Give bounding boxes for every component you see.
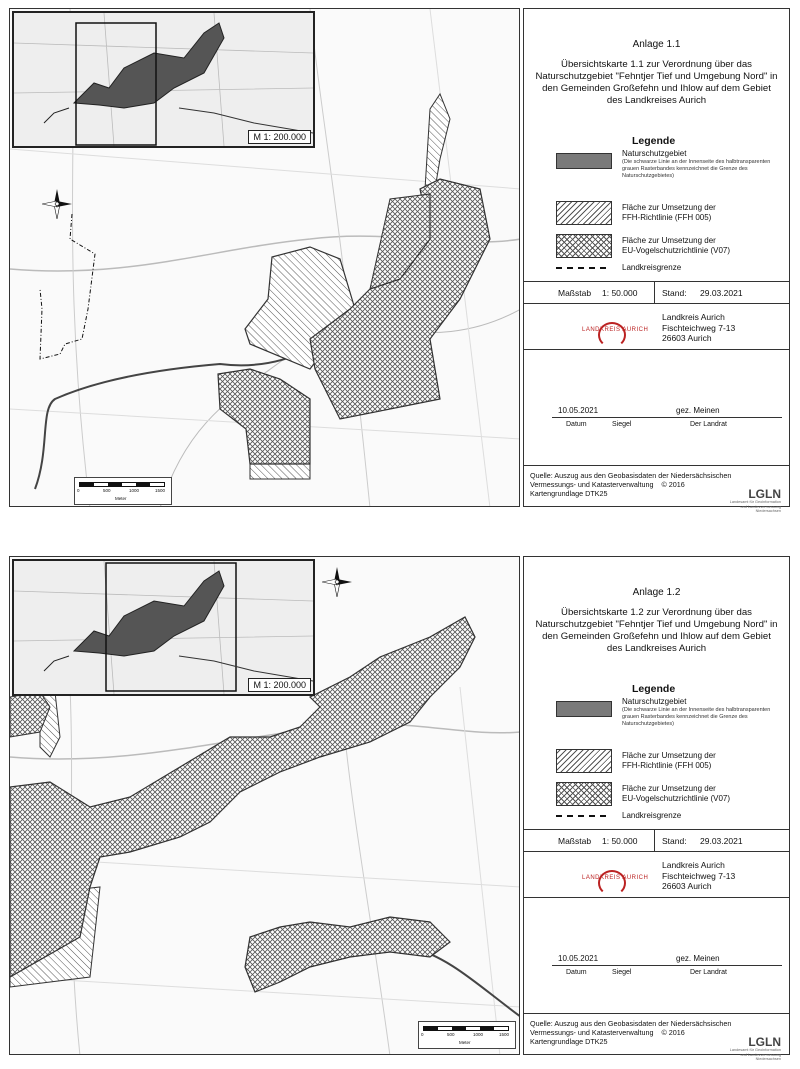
- source-copyright: © 2016: [661, 1028, 685, 1037]
- map-title: Übersichtskarte 1.2 zur Verordnung über das Naturschutzgebiet "Fehntjer Tief und Umgebung Nord" in den Gemeinden Großefehn und Ihlow auf dem Gebiet des Landkreises Aurich: [535, 607, 778, 654]
- divider: [524, 281, 789, 282]
- legend-heading: Legende: [632, 135, 676, 147]
- legend-swatch-boundary: [556, 267, 606, 269]
- scale-tick-1000: 1000: [129, 488, 140, 493]
- legend-ffh-line1: Fläche zur Umsetzung der: [622, 203, 716, 212]
- scale-tick-500: 500: [103, 488, 111, 493]
- divider: [524, 1013, 789, 1014]
- inset-scale-label: M 1: 200.000: [248, 130, 311, 144]
- scale-unit: Meter: [115, 496, 127, 501]
- map-sheet-2: [9, 556, 790, 1061]
- col-title: Der Landrat: [690, 969, 727, 976]
- authority-street: Fischteichweg 7-13: [662, 870, 736, 881]
- date-value: 29.03.2021: [700, 288, 743, 298]
- legend-swatch-nsg: [556, 153, 612, 169]
- divider: [524, 897, 789, 898]
- divider: [524, 349, 789, 350]
- col-title: Der Landrat: [690, 421, 727, 428]
- date-value: 29.03.2021: [700, 836, 743, 846]
- north-arrow-icon: [42, 189, 72, 219]
- landkreis-logo: LANDKREIS AURICH: [582, 327, 649, 333]
- col-seal: Siegel: [612, 969, 632, 976]
- scale-label: Maßstab: [558, 836, 592, 846]
- legend-vogel-line1: Fläche zur Umsetzung der: [622, 784, 716, 793]
- source-line2: Vermessungs- und Katasterverwaltung: [530, 1028, 654, 1037]
- signed-by: gez. Meinen: [676, 406, 720, 415]
- legend-swatch-ffh: [556, 201, 612, 225]
- info-panel: [523, 8, 790, 513]
- attachment-label: Anlage 1.2: [632, 587, 681, 598]
- source-note: [530, 471, 731, 498]
- col-date: Datum: [566, 969, 587, 976]
- legend-ffh-line1: Fläche zur Umsetzung der: [622, 751, 716, 760]
- legend-nsg-note: (Die schwarze Linie an der Innenseite des halbtransparenten grauen Rasterbandes kennzeichnet die Grenze des Naturschutzgebietes): [622, 159, 771, 179]
- date-label: Stand:: [662, 836, 687, 846]
- map-title: Übersichtskarte 1.1 zur Verordnung über das Naturschutzgebiet "Fehntjer Tief und Umgebung Nord" in den Gemeinden Großefehn und Ihlow auf dem Gebiet des Landkreises Aurich: [535, 59, 778, 106]
- scale-tick-1500: 1500: [499, 1032, 510, 1037]
- inset-map: [14, 561, 313, 694]
- source-note: [530, 1019, 731, 1046]
- divider: [524, 465, 789, 466]
- attachment-label: Anlage 1.1: [632, 39, 681, 50]
- scale-bar: [74, 477, 172, 505]
- scale-label: Maßstab: [558, 288, 592, 298]
- lgln-subtitle: Landesamt für Geoinformation und Landesvermessung Niedersachsen: [729, 1048, 781, 1061]
- scale-tick-1500: 1500: [155, 488, 166, 493]
- scale-bar: [418, 1021, 516, 1049]
- sign-date: 10.05.2021: [558, 954, 599, 963]
- authority-address: [662, 312, 735, 344]
- authority-address: [662, 860, 735, 892]
- legend-nsg-note: (Die schwarze Linie an der Innenseite des halbtransparenten grauen Rasterbandes kennzeichnet die Grenze des Naturschutzgebietes): [622, 707, 771, 727]
- date-label: Stand:: [662, 288, 687, 298]
- lgln-subtitle: Landesamt für Geoinformation und Landesvermessung Niedersachsen: [729, 500, 781, 513]
- scale-tick-1000: 1000: [473, 1032, 484, 1037]
- inset-scale-label: M 1: 200.000: [248, 678, 311, 692]
- legend-ffh: [622, 203, 716, 223]
- authority-city: 26603 Aurich: [662, 881, 712, 891]
- lgln-logo: LGLN: [748, 487, 781, 501]
- map-sheet-1: [9, 8, 790, 513]
- legend-ffh: [622, 751, 716, 771]
- divider: [524, 851, 789, 852]
- signature-line: [552, 965, 782, 966]
- legend-swatch-ffh: [556, 749, 612, 773]
- legend-vogel: [622, 784, 730, 804]
- legend-nsg-label: Naturschutzgebiet: [622, 149, 687, 158]
- legend-nsg: [622, 697, 782, 728]
- legend-vogel-line2: EU-Vogelschutzrichtlinie (V07): [622, 794, 731, 803]
- scale-value: 1: 50.000: [602, 836, 638, 846]
- divider: [654, 281, 655, 303]
- inset-map: [14, 13, 313, 146]
- scale-tick-0: 0: [77, 488, 80, 493]
- col-date: Datum: [566, 421, 587, 428]
- authority-name: Landkreis Aurich: [662, 860, 725, 870]
- divider: [654, 829, 655, 851]
- authority-name: Landkreis Aurich: [662, 312, 725, 322]
- source-copyright: © 2016: [661, 480, 685, 489]
- source-line2: Vermessungs- und Katasterverwaltung: [530, 480, 654, 489]
- map-area: [9, 8, 520, 507]
- col-seal: Siegel: [612, 421, 632, 428]
- source-line3: Kartengrundlage DTK25: [530, 1037, 608, 1046]
- signature-line: [552, 417, 782, 418]
- authority-street: Fischteichweg 7-13: [662, 322, 736, 333]
- legend-heading: Legende: [632, 683, 676, 695]
- legend-boundary-label: Landkreisgrenze: [622, 811, 682, 820]
- legend-nsg-label: Naturschutzgebiet: [622, 697, 687, 706]
- legend-swatch-vogel: [556, 234, 612, 258]
- legend-swatch-vogel: [556, 782, 612, 806]
- signed-by: gez. Meinen: [676, 954, 720, 963]
- legend-ffh-line2: FFH-Richtlinie (FFH 005): [622, 213, 712, 222]
- landkreis-logo: LANDKREIS AURICH: [582, 875, 649, 881]
- sign-date: 10.05.2021: [558, 406, 599, 415]
- legend-ffh-line2: FFH-Richtlinie (FFH 005): [622, 761, 712, 770]
- legend-swatch-nsg: [556, 701, 612, 717]
- divider: [524, 303, 789, 304]
- scale-tick-0: 0: [421, 1032, 424, 1037]
- legend-boundary-label: Landkreisgrenze: [622, 263, 682, 272]
- scale-tick-500: 500: [447, 1032, 455, 1037]
- authority-city: 26603 Aurich: [662, 333, 712, 343]
- scale-value: 1: 50.000: [602, 288, 638, 298]
- source-line1: Quelle: Auszug aus den Geobasisdaten der Niedersächsischen: [530, 1019, 732, 1028]
- info-panel: [523, 556, 790, 1061]
- legend-vogel: [622, 236, 730, 256]
- north-arrow-icon: [322, 567, 352, 597]
- legend-swatch-boundary: [556, 815, 606, 817]
- overview-inset: [12, 559, 315, 696]
- source-line1: Quelle: Auszug aus den Geobasisdaten der Niedersächsischen: [530, 471, 732, 480]
- lgln-logo: LGLN: [748, 1035, 781, 1049]
- legend-nsg: [622, 149, 782, 180]
- map-area: [9, 556, 520, 1055]
- legend-vogel-line1: Fläche zur Umsetzung der: [622, 236, 716, 245]
- source-line3: Kartengrundlage DTK25: [530, 489, 608, 498]
- overview-inset: [12, 11, 315, 148]
- divider: [524, 829, 789, 830]
- legend-vogel-line2: EU-Vogelschutzrichtlinie (V07): [622, 246, 731, 255]
- scale-unit: Meter: [459, 1040, 471, 1045]
